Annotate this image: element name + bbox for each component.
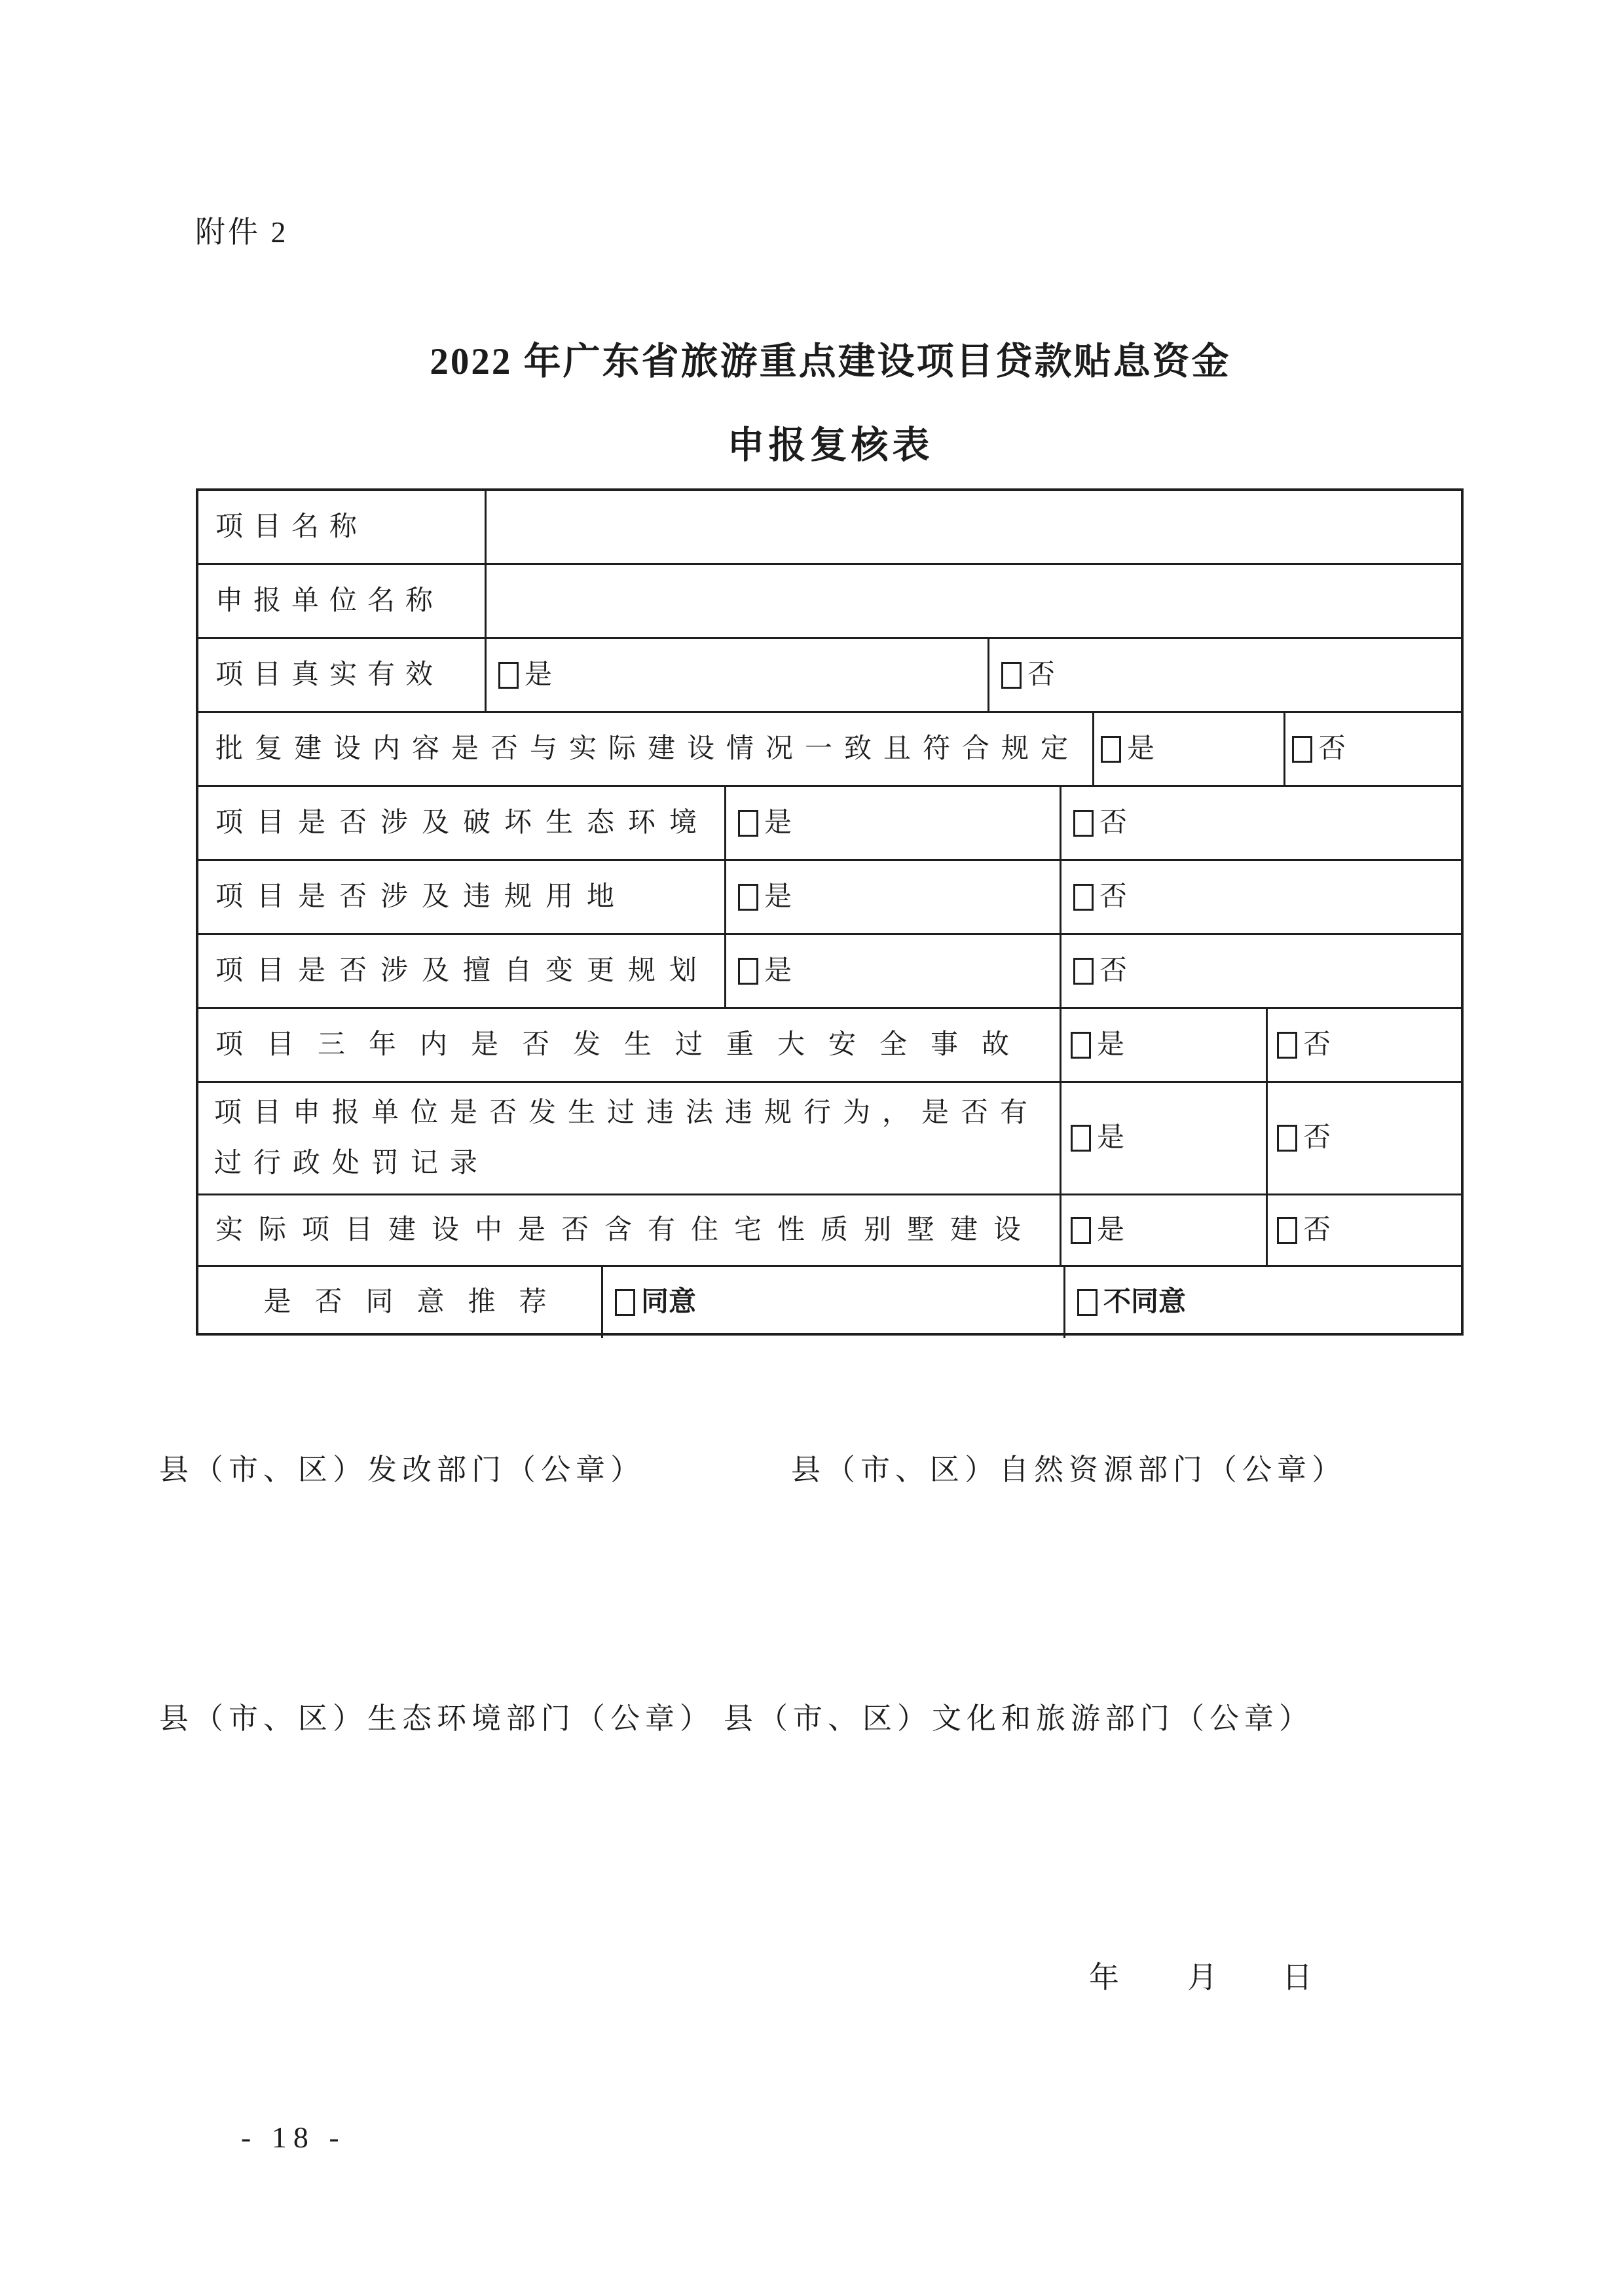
row-label-cell	[198, 565, 487, 637]
checkbox-yes[interactable]	[738, 810, 758, 837]
checkbox-yes[interactable]	[738, 958, 758, 985]
checkbox-yes[interactable]	[1071, 1217, 1091, 1244]
no-label: 否	[1303, 1214, 1331, 1245]
no-option-cell	[1061, 935, 1461, 1007]
recommendation-label: 是否同意推荐	[263, 1287, 570, 1318]
table-row-project-name	[198, 491, 1461, 565]
yes-label: 是	[1097, 1029, 1125, 1060]
checkbox-agree[interactable]	[615, 1289, 635, 1316]
no-option-cell	[1061, 787, 1461, 859]
agree-label: 同意	[641, 1287, 697, 1318]
table-row-violations	[198, 1083, 1461, 1195]
violations-label: 项目申报单位是否发生过违法违规行为，是否有过行政处罚记录	[214, 1097, 1040, 1178]
yes-option-cell	[726, 787, 1061, 859]
checkbox-no[interactable]	[1277, 1217, 1297, 1244]
title-line-1: 2022 年广东省旅游重点建设项目贷款贴息资金	[430, 341, 1231, 382]
row-label-cell	[198, 861, 726, 933]
checkbox-no[interactable]	[1073, 810, 1094, 837]
table-row-plan-change	[198, 935, 1461, 1009]
stamp-line-culture-tourism: 县（市、区）文化和旅游部门（公章）	[724, 1702, 1314, 1735]
checkbox-no[interactable]	[1001, 662, 1022, 689]
applicant-name-label: 申报单位名称	[215, 585, 444, 616]
page-number: - 18 -	[241, 2121, 346, 2154]
no-label: 否	[1027, 659, 1056, 690]
attachment-label: 附件 2	[195, 215, 289, 249]
row-label-cell	[198, 1083, 1061, 1194]
checkbox-disagree[interactable]	[1077, 1289, 1098, 1316]
stamp-line-ecology-environment: 县（市、区）生态环境部门（公章）	[159, 1702, 715, 1735]
table-row-project-valid	[198, 639, 1461, 713]
table-row-applicant-name	[198, 565, 1461, 639]
row-label-cell	[198, 491, 487, 563]
yes-option-cell	[1061, 1083, 1268, 1194]
row-label-cell	[198, 1267, 603, 1338]
date-year-label: 年	[1089, 1961, 1119, 1994]
checkbox-no[interactable]	[1277, 1032, 1297, 1059]
no-label: 否	[1318, 733, 1346, 764]
row-label-cell	[198, 1195, 1061, 1265]
no-label: 否	[1099, 881, 1128, 912]
checkbox-yes[interactable]	[498, 662, 519, 689]
yes-label: 是	[1127, 733, 1155, 764]
yes-option-cell	[726, 861, 1061, 933]
disagree-option-cell	[1065, 1267, 1461, 1338]
row-label-cell	[198, 935, 726, 1007]
row-label-cell	[198, 1009, 1061, 1081]
villa-label: 实际项目建设中是否含有住宅性质别墅建设	[215, 1214, 1037, 1245]
approval-consistent-label: 批复建设内容是否与实际建设情况一致且符合规定	[215, 733, 1080, 764]
checkbox-yes[interactable]	[1101, 736, 1121, 763]
yes-label: 是	[1097, 1123, 1125, 1154]
yes-option-cell	[1094, 713, 1285, 785]
no-option-cell	[1285, 713, 1461, 785]
project-name-field[interactable]	[487, 491, 1461, 563]
checkbox-no[interactable]	[1277, 1125, 1297, 1152]
no-label: 否	[1303, 1123, 1331, 1154]
yes-label: 是	[525, 659, 553, 690]
checkbox-no[interactable]	[1073, 958, 1094, 985]
table-row-recommendation	[198, 1267, 1461, 1338]
yes-option-cell	[1061, 1009, 1268, 1081]
stamp-line-development-reform: 县（市、区）发改部门（公章）	[159, 1453, 646, 1486]
yes-option-cell	[1061, 1195, 1268, 1265]
agree-option-cell	[603, 1267, 1065, 1338]
stamp-line-natural-resources: 县（市、区）自然资源部门（公章）	[791, 1453, 1347, 1486]
no-option-cell	[1061, 861, 1461, 933]
no-label: 否	[1303, 1029, 1331, 1060]
table-row-eco-damage	[198, 787, 1461, 861]
yes-label: 是	[764, 955, 792, 986]
checkbox-no[interactable]	[1292, 736, 1312, 763]
yes-option-cell	[726, 935, 1061, 1007]
yes-label: 是	[764, 881, 792, 912]
date-day-label: 日	[1282, 1961, 1312, 1994]
review-form-table	[196, 488, 1464, 1336]
yes-option-cell	[487, 639, 989, 711]
no-option-cell	[1268, 1195, 1461, 1265]
no-option-cell	[989, 639, 1461, 711]
table-row-approval-consistent	[198, 713, 1461, 787]
row-label-cell	[198, 639, 487, 711]
yes-label: 是	[1097, 1214, 1125, 1245]
no-label: 否	[1099, 807, 1128, 838]
applicant-name-field[interactable]	[487, 565, 1461, 637]
no-label: 否	[1099, 955, 1128, 986]
row-label-cell	[198, 713, 1094, 785]
no-option-cell	[1268, 1083, 1461, 1194]
checkbox-no[interactable]	[1073, 884, 1094, 911]
safety-accident-label: 项目三年内是否发生过重大安全事故	[215, 1029, 1033, 1060]
yes-label: 是	[764, 807, 792, 838]
title-line-2: 申报复核表	[727, 425, 934, 466]
table-row-illegal-land	[198, 861, 1461, 935]
checkbox-yes[interactable]	[1071, 1125, 1091, 1152]
eco-damage-label: 项目是否涉及破坏生态环境	[215, 807, 711, 838]
illegal-land-label: 项目是否涉及违规用地	[215, 881, 629, 912]
table-row-villa	[198, 1195, 1461, 1267]
no-option-cell	[1268, 1009, 1461, 1081]
row-label-cell	[198, 787, 726, 859]
disagree-label: 不同意	[1103, 1287, 1187, 1318]
table-row-safety-accident	[198, 1009, 1461, 1083]
date-month-label: 月	[1187, 1961, 1217, 1994]
checkbox-yes[interactable]	[738, 884, 758, 911]
checkbox-yes[interactable]	[1071, 1032, 1091, 1059]
plan-change-label: 项目是否涉及擅自变更规划	[215, 955, 711, 986]
project-name-label: 项目名称	[215, 511, 368, 542]
project-valid-label: 项目真实有效	[215, 659, 444, 690]
